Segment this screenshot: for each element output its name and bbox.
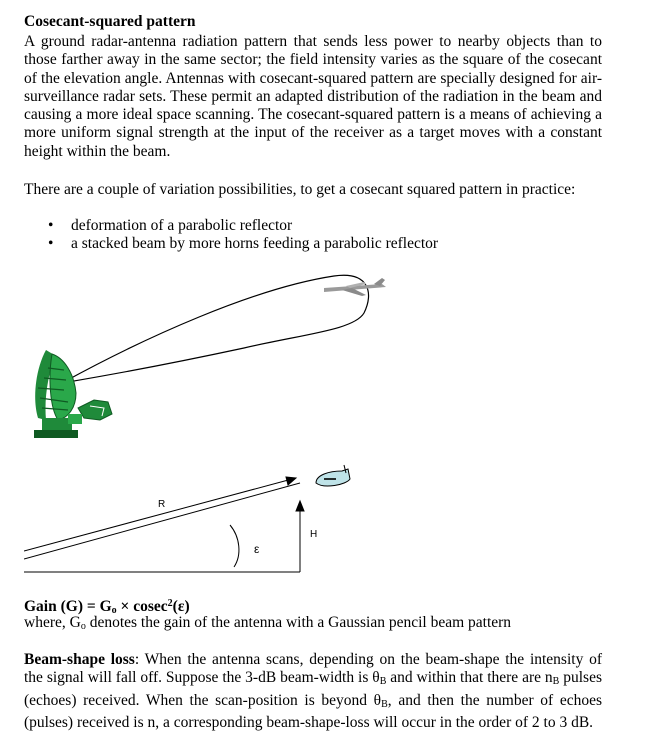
where-suffix: denotes the gain of the antenna with a Gaussian pencil beam pattern [85,614,512,631]
where-sub-o: o [80,621,86,632]
aircraft-icon [324,278,386,296]
range-line [24,479,292,551]
range-label: R [158,499,166,510]
where-prefix: where, G [24,614,81,631]
para3-text-1: : When the antenna scans, depending on the beam-shape the intensity of the signal will fall off. Suppose the 3-dB beam-width is θ [24,651,602,687]
para3-sub-3: B [381,698,388,710]
formula-suffix: (ε) [172,598,190,615]
height-arrow-icon [296,501,304,511]
list-item [24,235,438,253]
beam-shape-loss-paragraph [24,651,602,732]
variations-list [24,217,438,253]
formula-prefix: Gain (G) = G [24,598,112,615]
list-item-text: deformation of a parabolic reflector [71,217,293,234]
geometry-figure [24,455,404,585]
formula-mid: × cosec [116,598,168,615]
range-arrow-icon [286,477,296,485]
formula-explanation [24,614,511,636]
formula-sub-o: o [111,605,117,616]
para3-sub-2: B [552,676,560,688]
beam-lobe [62,275,369,383]
para3-sub-1: B [379,676,387,688]
section-heading: Cosecant-squared pattern [24,13,196,30]
elevation-angle-label: ε [254,542,260,556]
bullet-icon: • [48,217,54,234]
list-item [24,217,438,235]
beam-shape-loss-label: Beam-shape loss [24,651,135,668]
intro-paragraph: A ground radar-antenna radiation pattern that sends less power to nearby objects than to those farther away in the same sector; the field intensity varies as the square of the cosecant of the elevation angle. Antennas with cosecant-squared pattern are specially designed for air-surveillance radar sets. These permit an adapted distribution of the radiation in the beam and causing a more ideal space scanning. The cosecant-squared pattern is a means of achieving a more uniform signal strength at the input of the receiver as a target moves with a constant height within the beam. [24,33,602,160]
para3-text-2: and within that there are n [386,669,553,687]
formula-sup-2: 2 [167,598,173,609]
para3-text-3: pulses (echoes) received. When the scan-position is beyond θ [24,669,602,709]
beam-pattern-figure [24,268,404,448]
para3-text-4: , and then the number of echoes (pulses) received is n, a corresponding beam-shape-loss will occur in the order of 2 to 3 dB. [24,691,602,731]
target-aircraft-icon [316,465,350,486]
angle-arc [230,525,239,567]
height-label: H [310,529,318,540]
list-item-text: a stacked beam by more horns feeding a parabolic reflector [71,235,439,252]
bullet-icon: • [48,235,54,252]
variations-paragraph: There are a couple of variation possibilities, to get a cosecant squared pattern in practice: [24,181,576,198]
